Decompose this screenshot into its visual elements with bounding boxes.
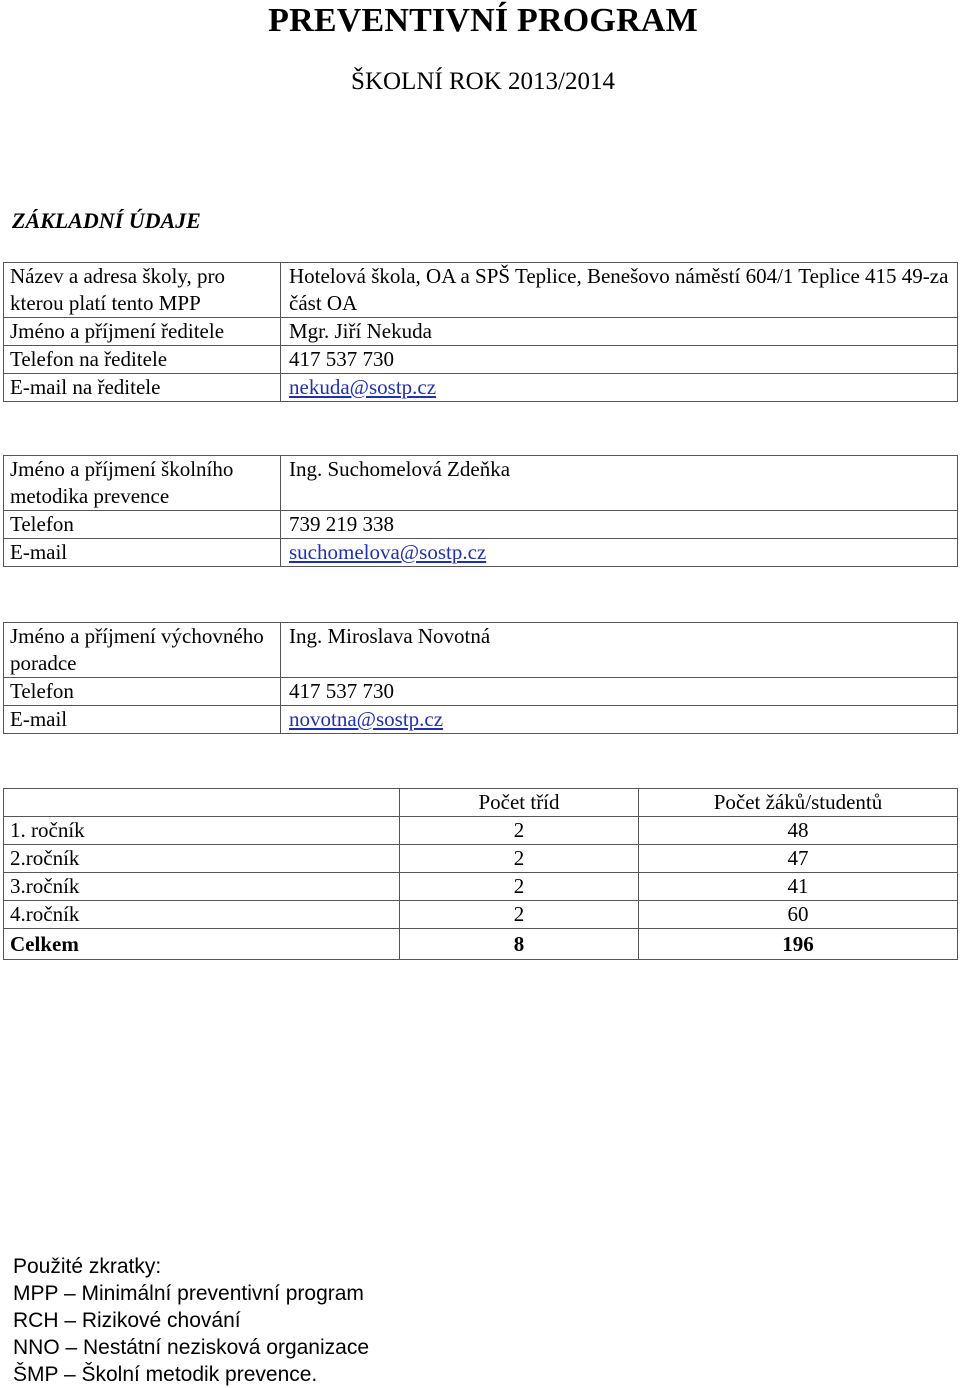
advisor-name-value: Ing. Miroslava Novotná	[281, 623, 958, 678]
table-row	[4, 456, 958, 511]
director-email-link[interactable]: nekuda@sostp.cz	[289, 375, 437, 399]
abbreviation-item: RCH – Rizikové chování	[13, 1309, 241, 1332]
student-count-cell: 41	[639, 873, 958, 901]
school-year-subtitle: ŠKOLNÍ ROK 2013/2014	[351, 68, 615, 95]
table-row	[4, 817, 958, 845]
grade-cell: 1. ročník	[4, 817, 400, 845]
grade-cell: 4.ročník	[4, 901, 400, 929]
total-class-count: 8	[400, 929, 639, 960]
methodologist-name-label: Jméno a příjmení školního metodika prevence	[4, 456, 281, 511]
table-row	[4, 511, 958, 539]
methodologist-phone-value: 739 219 338	[281, 511, 958, 539]
student-count-cell: 60	[639, 901, 958, 929]
school-info-table	[3, 262, 958, 402]
header-class-count: Počet tříd	[400, 789, 639, 817]
table-row	[4, 623, 958, 678]
advisor-email-link[interactable]: novotna@sostp.cz	[289, 707, 444, 731]
table-header-row	[4, 789, 958, 817]
school-name-label: Název a adresa školy, pro kterou platí tento MPP	[4, 263, 281, 318]
section-heading-basic-info: ZÁKLADNÍ ÚDAJE	[12, 208, 201, 233]
table-row	[4, 873, 958, 901]
table-row	[4, 374, 958, 402]
header-student-count: Počet žáků/studentů	[639, 789, 958, 817]
methodologist-email-label: E-mail	[4, 539, 281, 567]
total-student-count: 196	[639, 929, 958, 960]
table-total-row	[4, 929, 958, 960]
abbreviation-item: MPP – Minimální preventivní program	[13, 1282, 364, 1305]
advisor-phone-label: Telefon	[4, 678, 281, 706]
methodologist-email-link[interactable]: suchomelova@sostp.cz	[289, 540, 487, 564]
table-row	[4, 539, 958, 567]
class-count-cell: 2	[400, 817, 639, 845]
table-row	[4, 263, 958, 318]
grade-cell: 3.ročník	[4, 873, 400, 901]
total-label: Celkem	[4, 929, 400, 960]
table-row	[4, 318, 958, 346]
header-grade	[4, 789, 400, 817]
class-statistics-table	[3, 788, 958, 960]
school-name-value: Hotelová škola, OA a SPŠ Teplice, Benešovo náměstí 604/1 Teplice 415 49-za část OA	[281, 263, 958, 318]
director-phone-value: 417 537 730	[281, 346, 958, 374]
abbreviations-heading: Použité zkratky:	[13, 1255, 162, 1278]
methodologist-name-value: Ing. Suchomelová Zdeňka	[281, 456, 958, 511]
educational-advisor-table	[3, 622, 958, 734]
table-row	[4, 901, 958, 929]
director-name-value: Mgr. Jiří Nekuda	[281, 318, 958, 346]
director-email-label: E-mail na ředitele	[4, 374, 281, 402]
table-row	[4, 678, 958, 706]
table-row	[4, 346, 958, 374]
abbreviations-section	[13, 1253, 369, 1388]
prevention-methodologist-table	[3, 455, 958, 567]
document-title: PREVENTIVNÍ PROGRAM	[268, 2, 698, 39]
class-count-cell: 2	[400, 901, 639, 929]
director-name-label: Jméno a příjmení ředitele	[4, 318, 281, 346]
table-row	[4, 706, 958, 734]
advisor-phone-value: 417 537 730	[281, 678, 958, 706]
class-count-cell: 2	[400, 873, 639, 901]
grade-cell: 2.ročník	[4, 845, 400, 873]
advisor-name-label: Jméno a příjmení výchovného poradce	[4, 623, 281, 678]
table-row	[4, 845, 958, 873]
methodologist-phone-label: Telefon	[4, 511, 281, 539]
abbreviation-item: ŠMP – Školní metodik prevence.	[13, 1363, 318, 1386]
class-count-cell: 2	[400, 845, 639, 873]
student-count-cell: 47	[639, 845, 958, 873]
director-phone-label: Telefon na ředitele	[4, 346, 281, 374]
student-count-cell: 48	[639, 817, 958, 845]
advisor-email-label: E-mail	[4, 706, 281, 734]
abbreviation-item: NNO – Nestátní nezisková organizace	[13, 1336, 370, 1359]
